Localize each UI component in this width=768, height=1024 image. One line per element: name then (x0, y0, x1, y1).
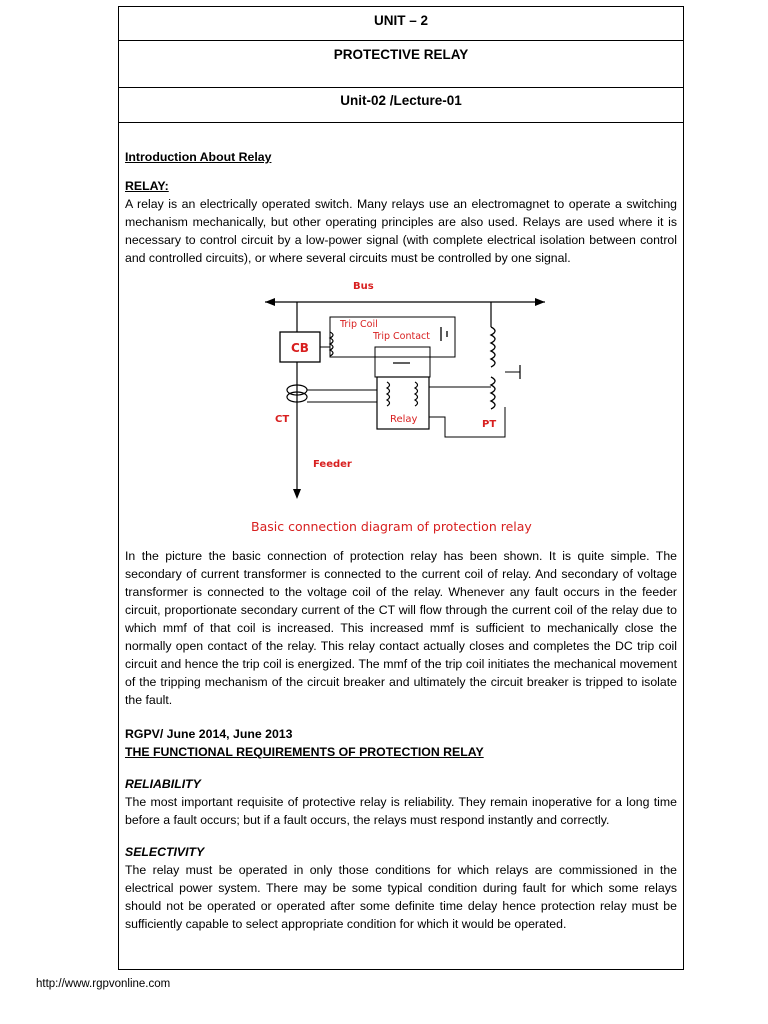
pt-secondary-winding (491, 377, 495, 409)
selectivity-title: SELECTIVITY (125, 845, 205, 859)
title-header (119, 41, 683, 88)
lecture-title: Unit-02 /Lecture-01 (340, 93, 462, 108)
explanation-paragraph: In the picture the basic connection of protection relay has been shown. It is quite simple. The secondary of current transformer is connected to the current coil of relay. And secondary of voltage transformer is connected to the voltage coil of the relay. Whenever any fault occurs in the feeder circuit, proportionate secondary current of the CT will flow through the current coil of the relay due to which mmf of that coil is increased. This increased mmf is sufficient to mechanically close the normally open contact of the relay. This relay contact actually closes and completes the DC trip coil circuit and hence the trip coil is energized. The mmf of the trip coil initiates the mechanical movement of the tripping mechanism of the circuit breaker and ultimately the circuit breaker is tripped to isolate the fault. (125, 549, 677, 707)
trip-coil-label: Trip Coil (340, 319, 378, 330)
rgpv-reference: RGPV/ June 2014, June 2013 (125, 727, 293, 741)
reliability-title: RELIABILITY (125, 777, 201, 791)
relay-label: Relay (390, 414, 418, 425)
intro-heading: Introduction About Relay (125, 150, 272, 164)
connection-diagram-svg (125, 267, 677, 547)
page-frame (118, 6, 684, 970)
feeder-label: Feeder (313, 459, 352, 470)
lecture-header (119, 88, 683, 123)
ct-label: CT (275, 414, 290, 425)
diagram-caption: Basic connection diagram of protection relay (251, 519, 532, 534)
bus-arrow-left-icon (265, 298, 275, 306)
relay-diagram (125, 267, 677, 547)
bus-label: Bus (353, 281, 374, 292)
trip-contact-label: Trip Contact (373, 331, 430, 342)
cb-label: CB (291, 341, 309, 355)
relay-label: RELAY: (125, 179, 169, 193)
unit-header (119, 7, 683, 41)
footer-url[interactable]: http://www.rgpvonline.com (36, 978, 171, 990)
selectivity-paragraph: The relay must be operated in only those conditions for which relays are commissioned in the electrical power system. There may be some typical condition during fault for which some relays should not be operated or operated after some definite time delay hence protection relay must be sufficiently capable to select appropriate condition for which it would be operated. (125, 863, 677, 931)
unit-title: UNIT – 2 (373, 13, 428, 28)
pt-primary-winding (491, 327, 495, 367)
pt-label: PT (482, 419, 497, 430)
relay-paragraph: A relay is an electrically operated switch. Many relays use an electromagnet to operate a switching mechanism mechanically, but other operating principles are also used. Relays are used where it is necessary to control circuit by a low-power signal (with complete electrical isolation between control and controlled circuits), or where several circuits must be controlled by one signal. (125, 197, 677, 265)
bus-arrow-right-icon (535, 298, 545, 306)
content-body (119, 123, 683, 933)
page-title: PROTECTIVE RELAY (333, 47, 469, 62)
functional-heading: THE FUNCTIONAL REQUIREMENTS OF PROTECTION RELAY (125, 745, 484, 759)
reliability-paragraph: The most important requisite of protective relay is reliability. They remain inoperative for a long time before a fault occurs; but if a fault occurs, the relays must respond instantly and correctly. (125, 795, 677, 827)
feeder-arrow-icon (293, 489, 301, 499)
relay-contact-box (375, 347, 430, 377)
